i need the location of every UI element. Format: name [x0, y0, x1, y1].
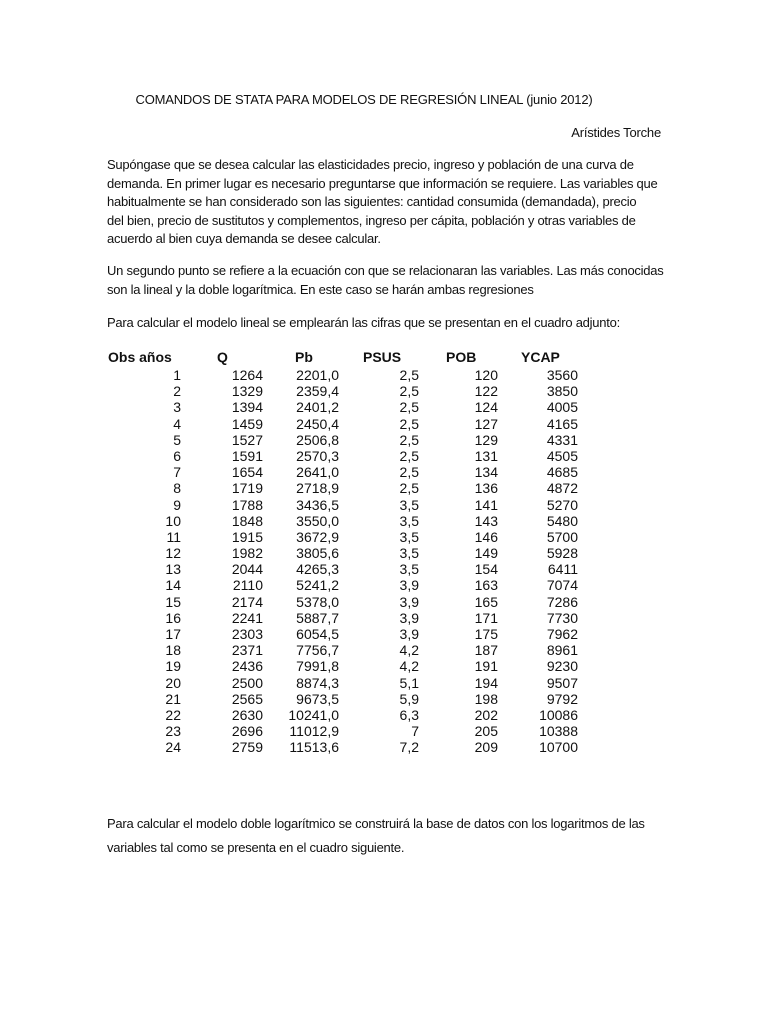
table-cell: 7,2 — [399, 739, 419, 756]
table-cell: 1719 — [231, 480, 263, 497]
paragraph-line: Supóngase que se desea calcular las elasticidades precio, ingreso y población de una curva de — [107, 157, 634, 172]
table-cell: 4331 — [546, 431, 578, 448]
table-cell: 13 — [165, 561, 181, 578]
table-cell: 4,2 — [399, 642, 419, 659]
table-cell: 2303 — [231, 626, 263, 642]
table-cell: 1848 — [231, 512, 263, 529]
table-cell: 2174 — [231, 593, 263, 610]
table-cell: 7 — [173, 464, 181, 481]
table-cell: 1591 — [231, 447, 263, 464]
table-cell: 4165 — [546, 415, 578, 432]
table-cell: 6411 — [547, 561, 578, 578]
table-cell: 202 — [474, 706, 498, 723]
table-cell: 2,5 — [399, 415, 419, 432]
table-cell: 1654 — [231, 464, 263, 481]
table-cell: 187 — [474, 642, 498, 659]
table-cell: 2641,0 — [296, 464, 339, 481]
table-cell: 10086 — [539, 706, 578, 723]
table-cell: 2241 — [231, 609, 263, 626]
table-cell: 3,5 — [399, 561, 419, 578]
table-cell: 6 — [173, 447, 181, 464]
table-cell: 10 — [165, 512, 181, 529]
paragraph-line: Para calcular el modelo doble logarítmico se construirá la base de datos con los logaritmos de las — [107, 816, 645, 831]
table-cell: 1915 — [231, 528, 263, 545]
table-cell: 8 — [173, 480, 181, 497]
table-cell: 2696 — [231, 723, 263, 740]
table-cell: 3672,9 — [296, 528, 339, 545]
table-cell: 3850 — [546, 383, 578, 400]
table-cell: 3,9 — [399, 609, 419, 626]
table-cell: 205 — [474, 723, 498, 740]
table-cell: 11 — [166, 528, 181, 545]
table-cell: 3,9 — [399, 577, 419, 594]
table-cell: 2,5 — [399, 480, 419, 497]
table-cell: 6054,5 — [296, 626, 339, 642]
table-cell: 4,2 — [399, 658, 419, 675]
table-cell: 5270 — [546, 496, 578, 513]
table-cell: 198 — [474, 690, 498, 707]
table-cell: 2201,0 — [296, 367, 339, 383]
table-cell: 2,5 — [399, 431, 419, 448]
table-cell: 2506,8 — [296, 431, 339, 448]
table-cell: 120 — [474, 367, 498, 383]
table-cell: 2500 — [231, 674, 263, 691]
header-q: Q — [217, 349, 228, 365]
table-cell: 4 — [173, 415, 181, 432]
table-cell: 5480 — [546, 512, 578, 529]
header-psus: PSUS — [363, 349, 402, 365]
table-cell: 194 — [474, 674, 498, 691]
table-cell: 5887,7 — [296, 609, 339, 626]
table-cell: 1459 — [231, 415, 263, 432]
table-cell: 2371 — [231, 642, 263, 659]
table-cell: 16 — [165, 609, 181, 626]
table-cell: 11513,6 — [289, 739, 339, 756]
table-cell: 1788 — [231, 496, 263, 513]
table-cell: 163 — [474, 577, 498, 594]
intro-paragraph — [107, 156, 667, 249]
table-cell: 6,3 — [399, 706, 419, 723]
table-cell: 3,5 — [399, 545, 419, 562]
paragraph-line: variables tal como se presenta en el cuadro siguiente. — [107, 840, 405, 855]
table-cell: 2359,4 — [296, 383, 339, 400]
header-obs: Obs años — [108, 349, 172, 365]
table-cell: 1264 — [231, 367, 263, 383]
table-cell: 17 — [165, 626, 181, 642]
table-cell: 2110 — [232, 577, 263, 594]
table-cell: 1527 — [231, 431, 263, 448]
author-name: Arístides Torche — [571, 125, 661, 140]
table-cell: 2,5 — [399, 399, 419, 416]
table-cell: 5928 — [546, 545, 578, 562]
table-cell: 18 — [165, 642, 181, 659]
table-cell: 2570,3 — [296, 447, 339, 464]
table-cell: 2,5 — [399, 447, 419, 464]
table-cell: 5 — [173, 431, 181, 448]
table-cell: 7286 — [546, 593, 578, 610]
table-cell: 21 — [165, 690, 181, 707]
table-intro-paragraph — [107, 314, 667, 333]
table-cell: 1 — [173, 367, 181, 383]
table-cell: 141 — [474, 496, 498, 513]
table-cell: 3805,6 — [296, 545, 339, 562]
table-cell: 1329 — [231, 383, 263, 400]
table-cell: 131 — [474, 447, 498, 464]
table-cell: 19 — [165, 658, 181, 675]
header-pb: Pb — [295, 349, 313, 365]
table-cell: 2436 — [231, 658, 263, 675]
table-cell: 2044 — [231, 561, 263, 578]
table-cell: 2630 — [231, 706, 263, 723]
table-cell: 1394 — [231, 399, 263, 416]
table-cell: 122 — [474, 383, 498, 400]
table-cell: 2,5 — [399, 464, 419, 481]
table-cell: 5,1 — [399, 674, 419, 691]
table-cell: 3 — [173, 399, 181, 416]
paragraph-line: Para calcular el modelo lineal se emplearán las cifras que se presentan en el cuadro adjunto: — [107, 315, 620, 330]
table-cell: 2 — [173, 383, 181, 400]
table-cell: 24 — [165, 739, 181, 756]
table-cell: 3,9 — [399, 626, 419, 642]
log-model-paragraph — [107, 812, 667, 860]
table-cell: 124 — [474, 399, 498, 416]
document-title: COMANDOS DE STATA PARA MODELOS DE REGRESIÓN LINEAL (junio 2012) — [135, 92, 593, 107]
table-cell: 129 — [474, 431, 498, 448]
table-cell: 3,5 — [399, 512, 419, 529]
table-cell: 23 — [165, 723, 181, 740]
table-cell: 134 — [474, 464, 498, 481]
table-cell: 15 — [165, 593, 181, 610]
table-cell: 209 — [474, 739, 498, 756]
table-cell: 9 — [173, 496, 181, 513]
table-cell: 22 — [165, 706, 181, 723]
table-cell: 4685 — [546, 464, 578, 481]
paragraph-line: acuerdo al bien cuya demanda se desee calcular. — [107, 231, 381, 246]
table-cell: 9230 — [546, 658, 578, 675]
equation-paragraph — [107, 262, 667, 299]
table-cell: 9792 — [546, 690, 578, 707]
table-cell: 1982 — [231, 545, 263, 562]
table-cell: 7962 — [546, 626, 578, 642]
table-cell: 9673,5 — [296, 690, 339, 707]
table-cell: 10241,0 — [288, 706, 339, 723]
table-cell: 3,9 — [399, 593, 419, 610]
table-cell: 7756,7 — [296, 642, 339, 659]
table-cell: 7074 — [546, 577, 578, 594]
table-cell: 8874,3 — [296, 674, 339, 691]
table-cell: 10700 — [539, 739, 578, 756]
table-cell: 149 — [474, 545, 498, 562]
table-cell: 5241,2 — [296, 577, 339, 594]
table-cell: 12 — [165, 545, 181, 562]
table-cell: 5700 — [546, 528, 578, 545]
table-cell: 5378,0 — [296, 593, 339, 610]
table-cell: 3,5 — [399, 496, 419, 513]
table-cell: 3,5 — [399, 528, 419, 545]
table-cell: 2,5 — [399, 383, 419, 400]
table-cell: 3436,5 — [296, 496, 339, 513]
header-ycap: YCAP — [521, 349, 560, 365]
paragraph-line: demanda. En primer lugar es necesario preguntarse que información se requiere. Las variables que — [107, 175, 658, 191]
table-cell: 14 — [165, 577, 181, 594]
table-cell: 3560 — [546, 367, 578, 383]
table-cell: 7991,8 — [296, 658, 339, 675]
table-cell: 165 — [474, 593, 498, 610]
table-cell: 171 — [474, 609, 498, 626]
paragraph-line: Un segundo punto se refiere a la ecuación con que se relacionaran las variables. Las más conocidas — [107, 263, 664, 278]
table-cell: 4872 — [546, 480, 578, 497]
table-cell: 20 — [165, 674, 181, 691]
table-cell: 5,9 — [399, 690, 419, 707]
table-cell: 127 — [474, 415, 498, 432]
table-cell: 136 — [474, 480, 498, 497]
table-cell: 154 — [474, 561, 498, 578]
table-cell: 10388 — [539, 723, 578, 740]
table-cell: 9507 — [546, 674, 578, 691]
table-cell: 191 — [474, 658, 498, 675]
table-cell: 2565 — [231, 690, 263, 707]
table-cell: 4265,3 — [296, 561, 339, 578]
table-cell: 4505 — [546, 447, 578, 464]
table-cell: 146 — [474, 528, 498, 545]
table-cell: 2718,9 — [296, 480, 339, 497]
table-cell: 8961 — [546, 642, 578, 659]
table-cell: 143 — [474, 512, 498, 529]
table-cell: 175 — [474, 626, 498, 642]
table-cell: 4005 — [546, 399, 578, 416]
paragraph-line: habitualmente se han considerado son las siguientes: cantidad consumida (demandada), precio — [107, 194, 637, 209]
table-cell: 7 — [411, 723, 419, 740]
paragraph-line: son la lineal y la doble logarítmica. En este caso se harán ambas regresiones — [107, 281, 534, 297]
table-cell: 2401,2 — [296, 399, 339, 416]
table-cell: 2759 — [231, 739, 263, 756]
header-pob: POB — [446, 349, 477, 365]
table-cell: 7730 — [546, 609, 578, 626]
table-cell: 2450,4 — [296, 415, 339, 432]
table-cell: 11012,9 — [289, 723, 339, 740]
table-cell: 2,5 — [399, 367, 419, 383]
paragraph-line: del bien, precio de sustitutos y complementos, ingreso per cápita, población y otras variables de — [107, 212, 636, 228]
table-cell: 3550,0 — [296, 512, 339, 529]
